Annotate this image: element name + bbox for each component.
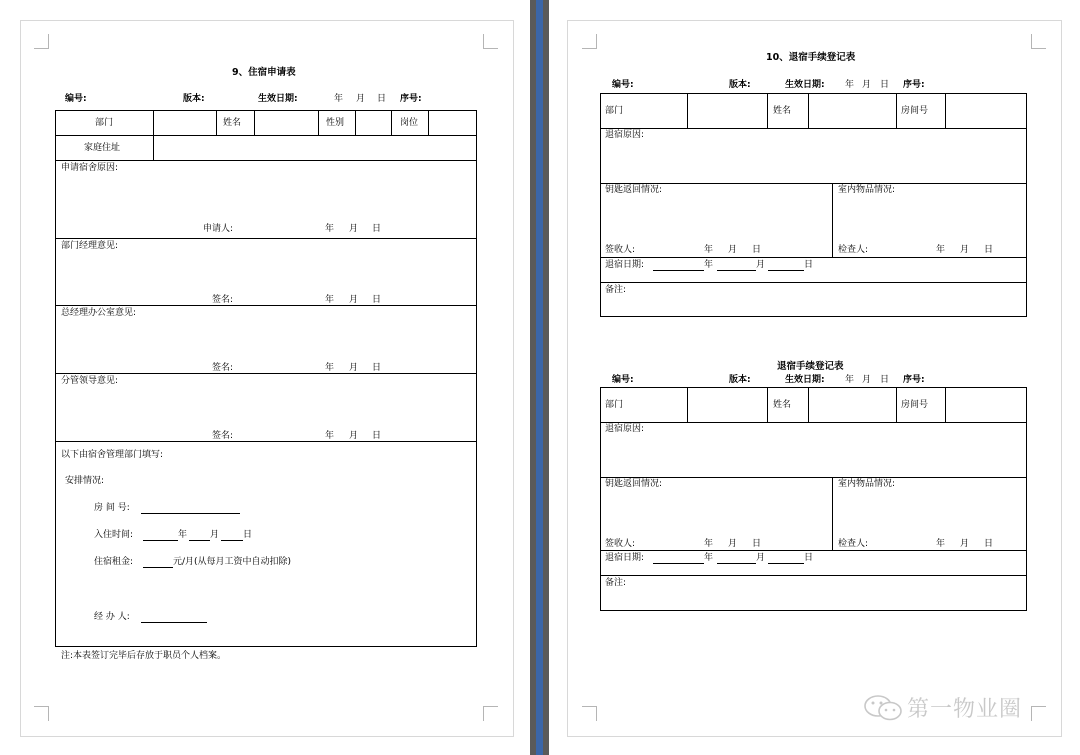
table-rule (55, 373, 477, 374)
meta-version: 版本: (729, 80, 751, 90)
label-checkout-date: 退宿日期: (605, 260, 645, 270)
date-day: 日 (752, 539, 762, 549)
form-title: 10、退宿手续登记表 (766, 52, 856, 63)
meta-no: 编号: (612, 375, 634, 385)
label-room-no: 房 间 号: (94, 503, 130, 513)
table-rule (767, 93, 768, 128)
table-rule (600, 183, 1027, 184)
date-day: 日 (372, 363, 382, 373)
meta-day: 日 (377, 94, 387, 104)
table-rule (55, 238, 477, 239)
table-rule (600, 128, 1027, 129)
date-year: 年 (325, 295, 335, 305)
date-year: 年 (178, 530, 188, 540)
label-checkout-date: 退宿日期: (605, 553, 645, 563)
table-rule (600, 550, 1027, 551)
meta-month: 月 (356, 94, 366, 104)
table-rule (945, 387, 946, 422)
wechat-icon (863, 694, 903, 722)
date-year: 年 (704, 245, 714, 255)
checkout-table-2 (600, 387, 1027, 611)
table-rule (896, 387, 897, 422)
label-reason: 退宿原因: (605, 130, 645, 140)
date-day: 日 (372, 224, 382, 234)
form-title-2: 退宿手续登记表 (777, 361, 844, 372)
blank-year (653, 563, 704, 564)
meta-version: 版本: (729, 375, 751, 385)
date-year: 年 (325, 224, 335, 234)
table-rule (600, 477, 1027, 478)
label-key: 钥匙返回情况: (605, 185, 663, 195)
label-sign: 签名: (212, 431, 234, 441)
crop-mark (483, 706, 498, 721)
label-address: 家庭住址 (84, 143, 121, 153)
table-rule (355, 110, 356, 135)
table-rule (600, 575, 1027, 576)
date-year: 年 (704, 260, 714, 270)
watermark-text: 第一物业圈 (907, 697, 1023, 722)
table-rule (832, 477, 833, 550)
date-month: 月 (349, 431, 359, 441)
blank-month (717, 270, 756, 271)
table-rule (428, 110, 429, 135)
table-rule (55, 135, 477, 136)
checkout-table (600, 93, 1027, 317)
rent-unit: 元/月(从每月工资中自动扣除) (173, 557, 292, 567)
crop-mark (483, 34, 498, 49)
label-fill-by: 以下由宿舍管理部门填写: (61, 450, 164, 460)
label-receiver: 签收人: (605, 539, 636, 549)
date-day: 日 (984, 539, 994, 549)
meta-month: 月 (862, 375, 872, 385)
table-rule (767, 387, 768, 422)
blank-rent (143, 567, 173, 568)
table-rule (687, 387, 688, 422)
table-rule (55, 441, 477, 442)
date-month: 月 (349, 295, 359, 305)
label-reason: 申请宿舍原因: (61, 163, 119, 173)
label-items: 室内物品情况: (838, 185, 896, 195)
meta-seq: 序号: (903, 80, 925, 90)
watermark (863, 692, 1022, 723)
label-rent: 住宿租金: (94, 557, 134, 567)
label-name: 姓名 (223, 118, 242, 128)
label-remark: 备注: (605, 578, 627, 588)
crop-mark (34, 34, 49, 49)
date-year: 年 (936, 245, 946, 255)
label-inspector: 检查人: (838, 539, 869, 549)
date-day: 日 (372, 295, 382, 305)
date-day: 日 (984, 245, 994, 255)
date-month: 月 (756, 260, 766, 270)
blank-day (768, 563, 804, 564)
date-month: 月 (756, 553, 766, 563)
meta-day: 日 (880, 375, 890, 385)
date-day: 日 (804, 260, 814, 270)
table-rule (687, 93, 688, 128)
crop-mark (1031, 706, 1046, 721)
table-rule (55, 305, 477, 306)
date-month: 月 (960, 539, 970, 549)
meta-year: 年 (845, 375, 855, 385)
form-title: 9、住宿申请表 (232, 67, 296, 78)
label-room: 房间号 (901, 106, 929, 116)
meta-effective: 生效日期: (258, 94, 298, 104)
date-year: 年 (704, 553, 714, 563)
label-gm-office: 总经理办公室意见: (61, 308, 137, 318)
footer-note: 注:本表签订完毕后存放于职员个人档案。 (61, 651, 227, 661)
table-rule (254, 110, 255, 135)
date-year: 年 (936, 539, 946, 549)
label-reason: 退宿原因: (605, 424, 645, 434)
date-month: 月 (960, 245, 970, 255)
blank-year (143, 540, 178, 541)
meta-day: 日 (880, 80, 890, 90)
label-dept: 部门 (95, 118, 114, 128)
table-rule (808, 93, 809, 128)
table-rule (600, 282, 1027, 283)
date-day: 日 (752, 245, 762, 255)
label-key: 钥匙返回情况: (605, 479, 663, 489)
date-month: 月 (349, 363, 359, 373)
meta-effective: 生效日期: (785, 80, 825, 90)
blank-room-no (141, 513, 240, 514)
label-gender: 性别 (326, 118, 345, 128)
meta-version: 版本: (183, 94, 205, 104)
date-day: 日 (243, 530, 253, 540)
date-month: 月 (728, 539, 738, 549)
label-inspector: 检查人: (838, 245, 869, 255)
label-items: 室内物品情况: (838, 479, 896, 489)
meta-year: 年 (334, 94, 344, 104)
blank-month (717, 563, 756, 564)
blank-year (653, 270, 704, 271)
label-room: 房间号 (901, 400, 929, 410)
date-year: 年 (325, 431, 335, 441)
table-rule (216, 110, 217, 135)
table-rule (600, 422, 1027, 423)
label-name: 姓名 (773, 106, 792, 116)
date-day: 日 (804, 553, 814, 563)
label-sign: 签名: (212, 363, 234, 373)
label-move-in: 入住时间: (94, 530, 134, 540)
meta-effective: 生效日期: (785, 375, 825, 385)
label-arrangement: 安排情况: (65, 476, 105, 486)
date-month: 月 (728, 245, 738, 255)
label-dept: 部门 (605, 106, 624, 116)
label-remark: 备注: (605, 285, 627, 295)
table-rule (896, 93, 897, 128)
label-receiver: 签收人: (605, 245, 636, 255)
date-year: 年 (704, 539, 714, 549)
label-handler: 经 办 人: (94, 612, 130, 622)
table-rule (945, 93, 946, 128)
crop-mark (34, 706, 49, 721)
meta-year: 年 (845, 80, 855, 90)
document-page-left (0, 0, 530, 755)
crop-mark (582, 706, 597, 721)
meta-seq: 序号: (903, 375, 925, 385)
table-rule (153, 110, 154, 160)
table-rule (600, 257, 1027, 258)
label-manager: 部门经理意见: (61, 241, 119, 251)
crop-mark (582, 34, 597, 49)
label-dept: 部门 (605, 400, 624, 410)
meta-month: 月 (862, 80, 872, 90)
date-year: 年 (325, 363, 335, 373)
blank-month (189, 540, 210, 541)
blank-handler (141, 622, 207, 623)
table-rule (391, 110, 392, 135)
table-rule (808, 387, 809, 422)
table-rule (318, 110, 319, 135)
label-post: 岗位 (400, 118, 419, 128)
date-month: 月 (349, 224, 359, 234)
meta-seq: 序号: (400, 94, 422, 104)
label-leader: 分管领导意见: (61, 376, 119, 386)
blank-day (221, 540, 243, 541)
meta-no: 编号: (612, 80, 634, 90)
meta-no: 编号: (65, 94, 87, 104)
table-rule (832, 183, 833, 257)
label-sign: 签名: (212, 295, 234, 305)
blank-day (768, 270, 804, 271)
label-name: 姓名 (773, 400, 792, 410)
date-month: 月 (210, 530, 220, 540)
document-page-right (549, 0, 1080, 755)
page-gutter (530, 0, 549, 755)
crop-mark (1031, 34, 1046, 49)
table-rule (55, 160, 477, 161)
date-day: 日 (372, 431, 382, 441)
label-applicant: 申请人: (203, 224, 234, 234)
